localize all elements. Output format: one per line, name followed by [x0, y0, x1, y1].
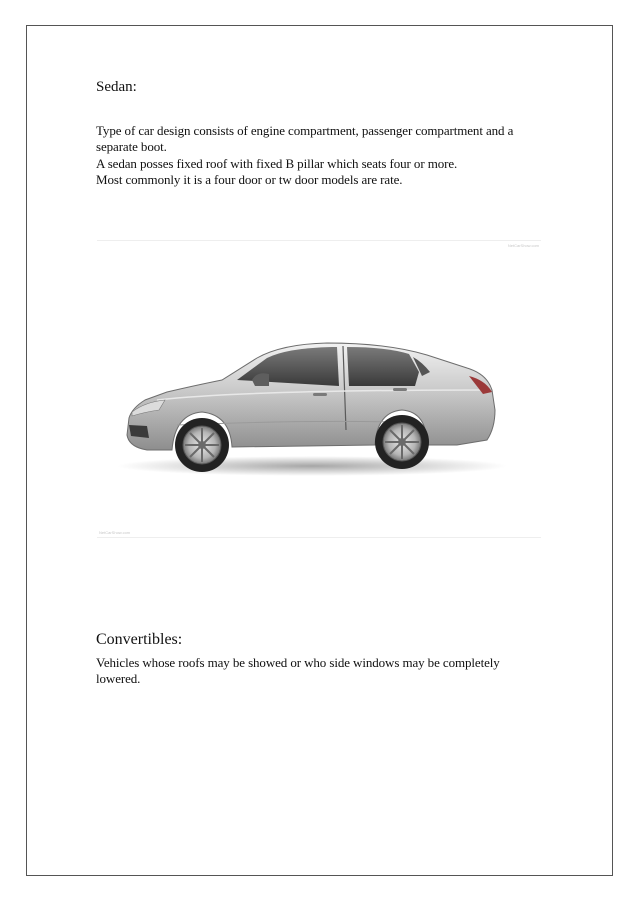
convertibles-heading: Convertibles: — [96, 631, 183, 648]
sedan-heading: Sedan: — [96, 79, 137, 95]
convertibles-paragraph: Vehicles whose roofs may be showed or who side windows may be completely lowered. — [96, 655, 500, 686]
sedan-car-photo — [97, 240, 541, 538]
car-illustration — [97, 240, 541, 538]
sedan-paragraph-2: A sedan posses fixed roof with fixed B pillar which seats four or more. — [96, 156, 458, 171]
watermark-top: NetCarShow.com — [507, 243, 539, 248]
sedan-paragraph-3: Most commonly it is a four door or tw door models are rate. — [96, 172, 403, 187]
watermark-bottom: NetCarShow.com — [99, 530, 131, 535]
sedan-paragraph-1: Type of car design consists of engine compartment, passenger compartment and a separate boot. — [96, 123, 514, 154]
